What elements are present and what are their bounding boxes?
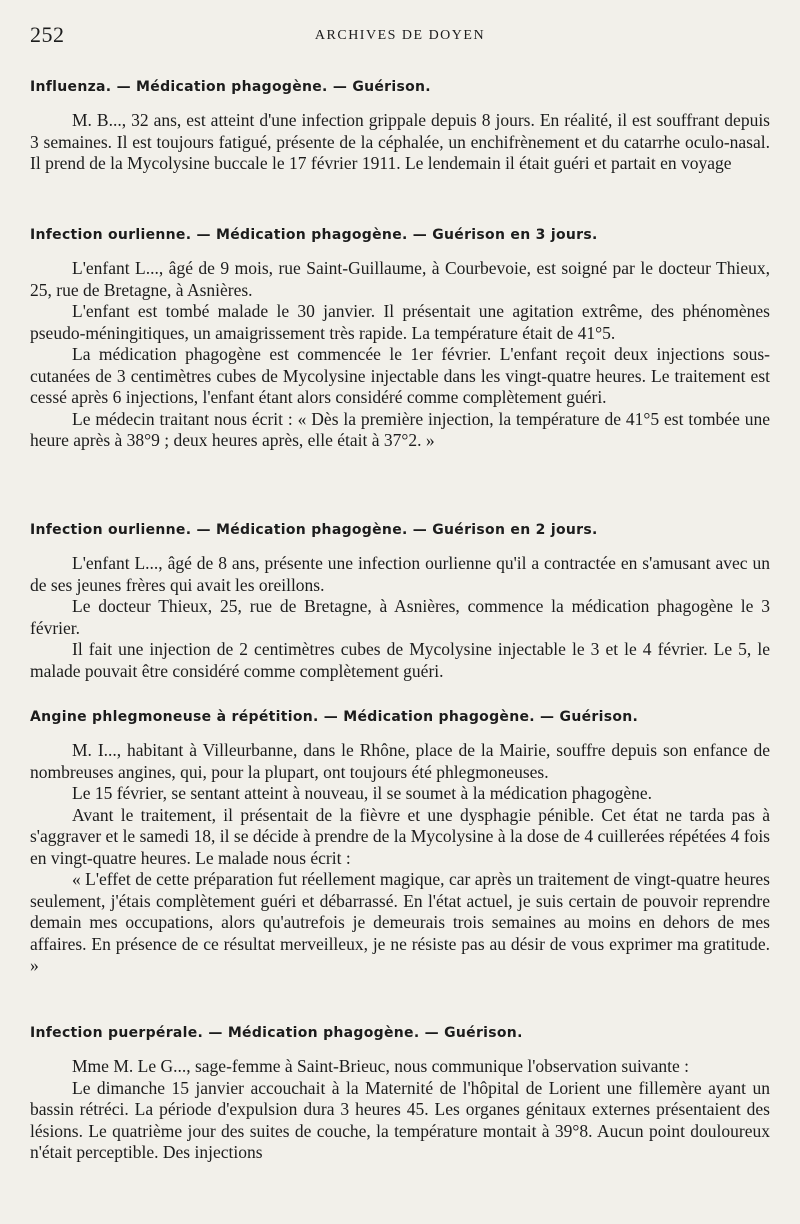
section-heading: Infection puerpérale. — Médication phagogène. — Guérison. <box>30 1025 523 1041</box>
section-angine-phlegmoneuse <box>30 708 770 977</box>
paragraph: La médication phagogène est commencée le 1er février. L'enfant reçoit deux injections sous-cutanées de 3 centimètres cubes de Mycolysine injectable dans les vingt-quatre heures. Le traitement est cessé après 6 injections, l'enfant étant alors considéré comme complètement guéri. <box>30 344 770 407</box>
section-heading: Influenza. — Médication phagogène. — Guérison. <box>30 79 431 95</box>
paragraph: Le médecin traitant nous écrit : « Dès la première injection, la température de 41°5 est tombée une heure après à 38°9 ; deux heures après, elle était à 37°2. » <box>30 408 770 450</box>
paragraph: Le dimanche 15 janvier accouchait à la Maternité de l'hôpital de Lorient une fillemère ayant un bassin rétréci. La période d'expulsion dura 3 heures 45. Les organes génitaux externes présentaient des lésions. Le quatrième jour des suites de couche, la température montait à 39°8. Aucun point douloureux n'était perceptible. Des injections <box>30 1077 770 1162</box>
paragraph: M. I..., habitant à Villeurbanne, dans le Rhône, place de la Mairie, souffre depuis son enfance de nombreuses angines, qui, pour la plupart, ont toujours été phlegmoneuses. <box>30 740 770 782</box>
paragraph: M. B..., 32 ans, est atteint d'une infection grippale depuis 8 jours. En réalité, il est souffrant depuis 3 semaines. Il est toujours fatigué, présente de la céphalée, un enchifrènement et du catarrhe oculo-nasal. Il prend de la Mycolysine buccale le 17 février 1911. Le lendemain il était guéri et partait en voyage <box>30 110 770 173</box>
page-header <box>30 22 770 52</box>
section-ourlienne-3-jours <box>30 226 770 452</box>
section-heading: Angine phlegmoneuse à répétition. — Médication phagogène. — Guérison. <box>30 709 639 725</box>
paragraph: Mme M. Le G..., sage-femme à Saint-Brieuc, nous communique l'observation suivante : <box>72 1056 689 1076</box>
paragraph: Avant le traitement, il présentait de la fièvre et une dysphagie pénible. Cet état ne tarda pas à s'aggraver et le samedi 18, il se décide à prendre de la Mycolysine à la dose de 4 cuillerées répétées 4 fois en vingt-quatre heures. Le malade nous écrit : <box>30 804 770 868</box>
paragraph: « L'effet de cette préparation fut réellement magique, car après un traitement de vingt-quatre heures seulement, j'étais complètement guéri et débarrassé. En l'état actuel, je suis certain de pouvoir reprendre demain mes occupations, alors qu'autrefois je demeurais trois semaines au moins en dehors de mes affaires. En présence de ce résultat merveilleux, je ne résiste pas au désir de vous exprimer ma gratitude. » <box>30 869 770 975</box>
paragraph: Il fait une injection de 2 centimètres cubes de Mycolysine injectable le 3 et le 4 février. Le 5, le malade pouvait être considéré comme complètement guéri. <box>30 639 770 681</box>
section-influenza <box>30 78 770 175</box>
section-infection-puerperale <box>30 1024 770 1164</box>
page-number: 252 <box>30 22 65 47</box>
paragraph: L'enfant L..., âgé de 8 ans, présente une infection ourlienne qu'il a contractée en s'amusant avec un de ses jeunes frères qui avait les oreillons. <box>30 553 770 595</box>
paragraph: Le docteur Thieux, 25, rue de Bretagne, à Asnières, commence la médication phagogène le 3 février. <box>30 596 770 638</box>
running-head: ARCHIVES DE DOYEN <box>314 28 486 43</box>
paragraph: L'enfant L..., âgé de 9 mois, rue Saint-Guillaume, à Courbevoie, est soigné par le docteur Thieux, 25, rue de Bretagne, à Asnières. <box>30 258 770 300</box>
section-ourlienne-2-jours <box>30 521 770 682</box>
paragraph: Le 15 février, se sentant atteint à nouveau, il se soumet à la médication phagogène. <box>72 783 652 803</box>
section-heading: Infection ourlienne. — Médication phagogène. — Guérison en 3 jours. <box>30 227 598 243</box>
section-heading: Infection ourlienne. — Médication phagogène. — Guérison en 2 jours. <box>30 522 598 538</box>
paragraph: L'enfant est tombé malade le 30 janvier. Il présentait une agitation extrême, des phénomènes pseudo-méningitiques, un amaigrissement très rapide. La température était de 41°5. <box>30 301 770 343</box>
